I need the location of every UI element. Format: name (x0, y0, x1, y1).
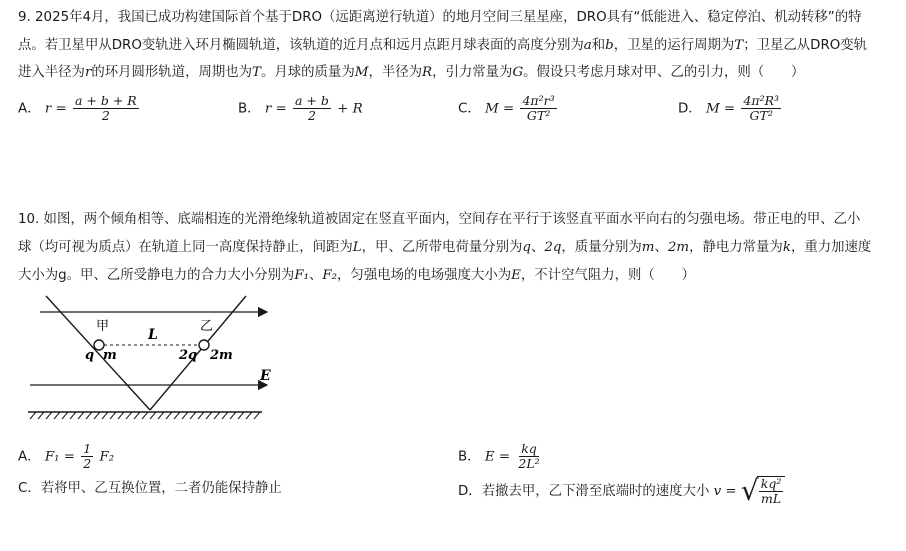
label-L: L (148, 327, 158, 343)
ball-yi (199, 340, 209, 350)
q9-line-3: 进入半径为r的环月圆形轨道，周期也为T。月球的质量为M，半径为R，引力常量为G。假设只考虑月球对甲、乙的引力，则（ ） (18, 65, 805, 80)
q9-option-c[interactable]: C． M = $\frac{\text{4π²r³}}{\text{GT²}}$ (458, 93, 555, 123)
q9-option-d[interactable]: D． M = $\frac{\text{4π²R³}}{\text{GT²}}$ (678, 93, 780, 123)
label-m: m (103, 348, 117, 363)
label-jia: 甲 (96, 319, 110, 334)
q10-line-2: 球（均可视为质点）在轨道上同一高度保持静止，间距为L，甲、乙所带电荷量分别为q、2q，质量分别为m、2m，静电力常量为k，重力加速度 (18, 240, 872, 255)
q10-option-d[interactable]: D．若撤去甲，乙下滑至底端时的速度大小 v = √ $\frac{\text{kq²}}{mL}$ (458, 476, 785, 506)
q10-option-a[interactable]: A． F₁ = $\frac{1}{2}$ F₂ (18, 441, 115, 471)
sqrt-expression: √ $\frac{\text{kq²}}{mL}$ (741, 476, 785, 506)
q10-option-b[interactable]: B． E = $\frac{kq}{\text{2L²}}$ (458, 441, 540, 471)
q10-option-c[interactable]: C．若将甲、乙互换位置，二者仍能保持静止 (18, 481, 282, 496)
q10-line-3: 大小为g。甲、乙所受静电力的合力大小分别为F₁、F₂，匀强电场的电场强度大小为E，不计空气阻力，则（ ） (18, 268, 695, 283)
q9-option-a[interactable]: A． r = $\frac{a + b + R}{2}$ (18, 93, 137, 123)
left-track (46, 296, 150, 410)
label-q: q (85, 348, 95, 363)
label-yi: 乙 (200, 319, 214, 334)
q9-option-b[interactable]: B． r = $\frac{a + b}{2}$ + R (238, 93, 363, 123)
q9-line-1: 9. 2025年4月，我国已成功构建国际首个基于DRO（远距离逆行轨道）的地月空间三星星座，DRO具有“低能进入、稳定停泊、机动转移”的特 (18, 10, 862, 25)
track-diagram (22, 292, 272, 426)
label-2m: 2m (210, 348, 233, 363)
q10-line-1: 10. 如图，两个倾角相等、底端相连的光滑绝缘轨道被固定在竖直平面内，空间存在平行于该竖直平面水平向右的匀强电场。带正电的甲、乙小 (18, 212, 861, 227)
q9-line-2: 点。若卫星甲从DRO变轨进入环月椭圆轨道，该轨道的近月点和远月点距月球表面的高度分别为a和b，卫星的运行周期为T；卫星乙从DRO变轨 (18, 38, 868, 53)
label-2q: 2q (179, 348, 198, 363)
ground-hatch (30, 412, 260, 419)
label-E: E (260, 368, 271, 384)
